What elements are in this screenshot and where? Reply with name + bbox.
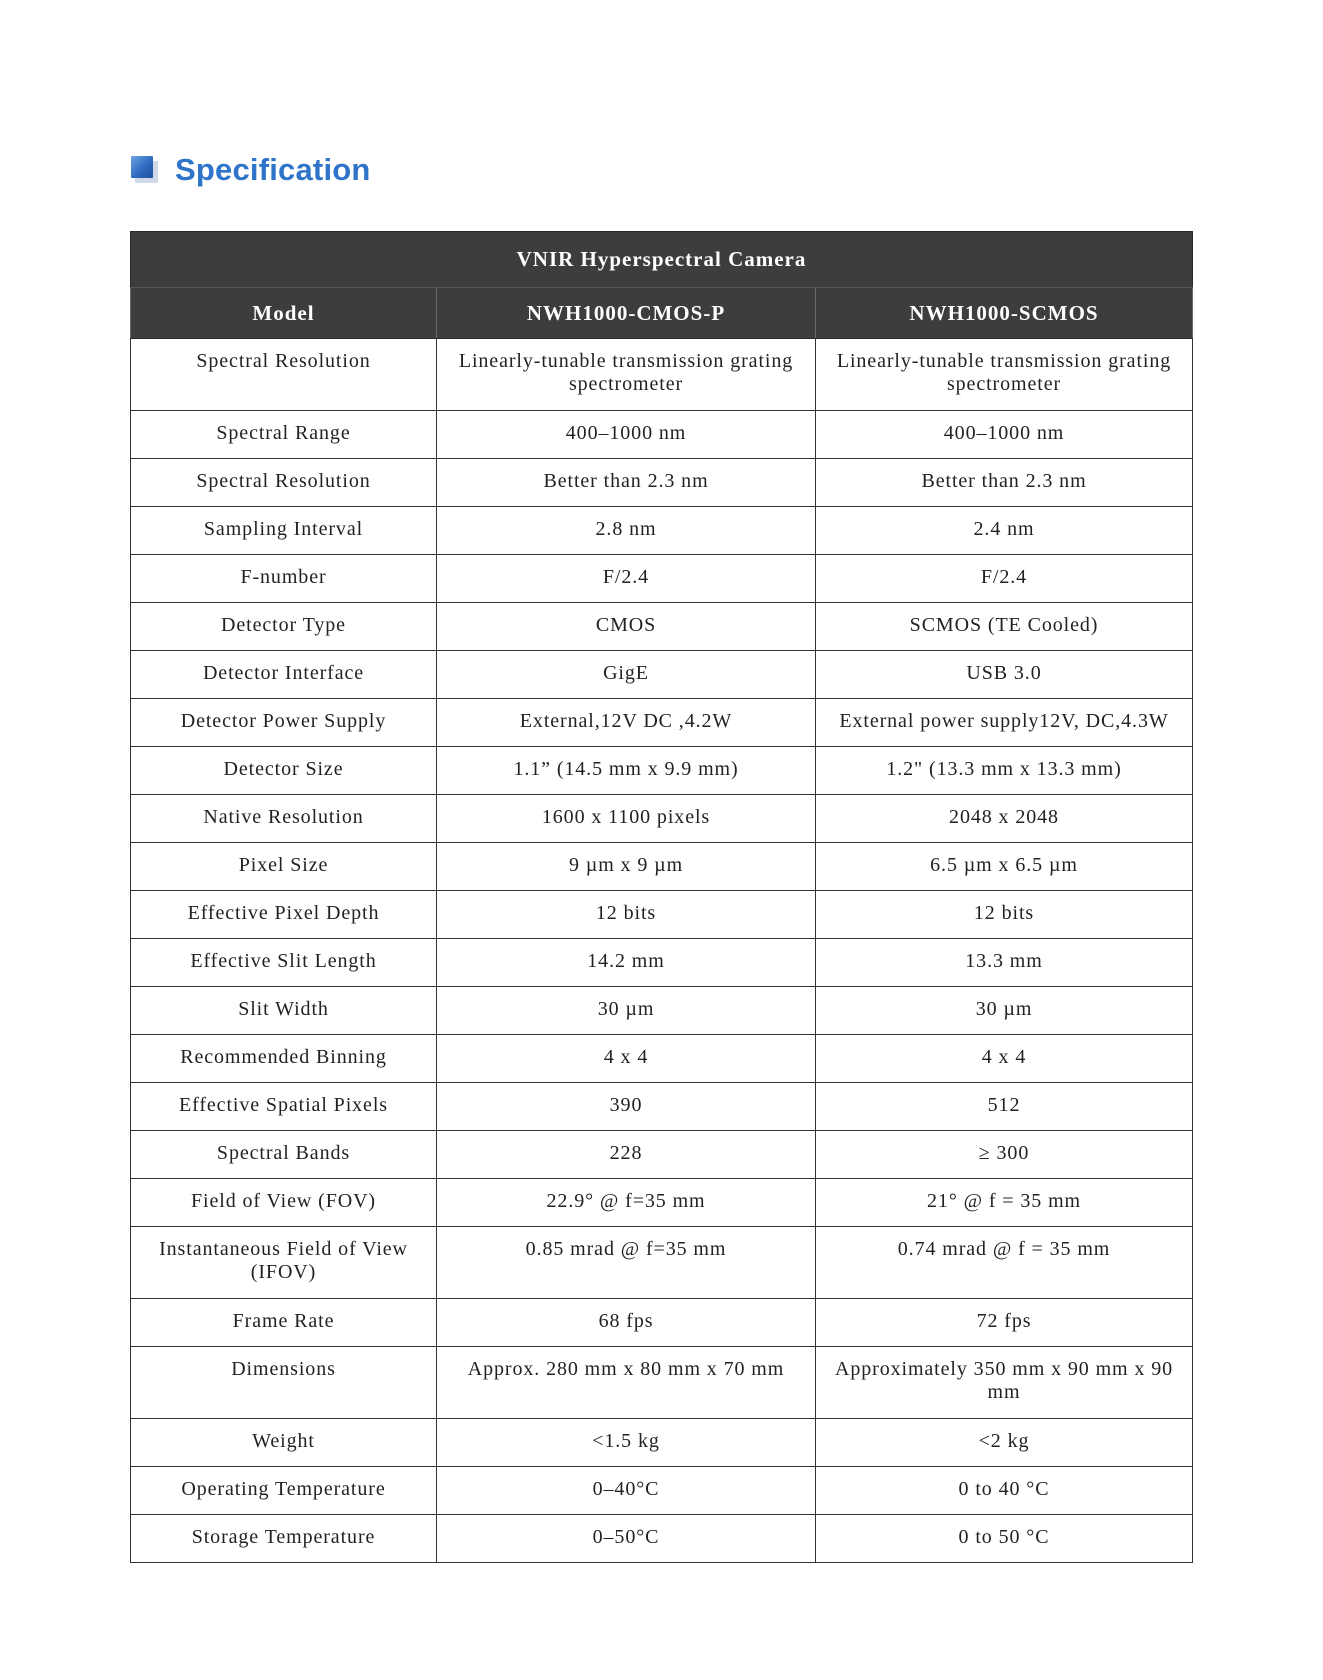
spec-value-cell: 2.4 nm — [816, 507, 1193, 555]
spec-value-cell: Approx. 280 mm x 80 mm x 70 mm — [437, 1347, 816, 1419]
spec-label-cell: Field of View (FOV) — [131, 1179, 437, 1227]
column-header: NWH1000-SCMOS — [816, 288, 1193, 339]
spec-value-cell: 1.2" (13.3 mm x 13.3 mm) — [816, 747, 1193, 795]
spec-value-cell: 0–50°C — [437, 1515, 816, 1563]
spec-value-cell: 2.8 nm — [437, 507, 816, 555]
spec-label-cell: Sampling Interval — [131, 507, 437, 555]
spec-value-cell: 12 bits — [816, 891, 1193, 939]
spec-label-cell: Instantaneous Field of View (IFOV) — [131, 1227, 437, 1299]
spec-label-cell: Slit Width — [131, 987, 437, 1035]
spec-value-cell: 1.1” (14.5 mm x 9.9 mm) — [437, 747, 816, 795]
section-heading — [131, 150, 371, 190]
table-row — [131, 339, 1193, 411]
spec-label-cell: Native Resolution — [131, 795, 437, 843]
table-row — [131, 987, 1193, 1035]
spec-value-cell: 12 bits — [437, 891, 816, 939]
spec-value-cell: CMOS — [437, 603, 816, 651]
table-row — [131, 555, 1193, 603]
spec-value-cell: ≥ 300 — [816, 1131, 1193, 1179]
spec-value-cell: 13.3 mm — [816, 939, 1193, 987]
spec-value-cell: 0 to 50 °C — [816, 1515, 1193, 1563]
table-title: VNIR Hyperspectral Camera — [131, 232, 1193, 288]
spec-value-cell: 400–1000 nm — [816, 411, 1193, 459]
spec-value-cell: 2048 x 2048 — [816, 795, 1193, 843]
spec-label-cell: Weight — [131, 1419, 437, 1467]
spec-label-cell: Dimensions — [131, 1347, 437, 1419]
table-row — [131, 939, 1193, 987]
spec-value-cell: 68 fps — [437, 1299, 816, 1347]
spec-label-cell: Spectral Resolution — [131, 339, 437, 411]
spec-value-cell: Approximately 350 mm x 90 mm x 90 mm — [816, 1347, 1193, 1419]
spec-value-cell: 4 x 4 — [816, 1035, 1193, 1083]
table-row — [131, 459, 1193, 507]
spec-value-cell: F/2.4 — [437, 555, 816, 603]
table-row — [131, 891, 1193, 939]
spec-label-cell: Spectral Resolution — [131, 459, 437, 507]
table-row — [131, 1467, 1193, 1515]
spec-label-cell: Storage Temperature — [131, 1515, 437, 1563]
spec-value-cell: 512 — [816, 1083, 1193, 1131]
table-row — [131, 1515, 1193, 1563]
spec-value-cell: Better than 2.3 nm — [437, 459, 816, 507]
table-row — [131, 1419, 1193, 1467]
spec-label-cell: Recommended Binning — [131, 1035, 437, 1083]
spec-value-cell: 0–40°C — [437, 1467, 816, 1515]
table-row — [131, 1131, 1193, 1179]
table-row — [131, 1347, 1193, 1419]
spec-label-cell: Frame Rate — [131, 1299, 437, 1347]
spec-value-cell: GigE — [437, 651, 816, 699]
table-row — [131, 843, 1193, 891]
spec-value-cell: 4 x 4 — [437, 1035, 816, 1083]
spec-value-cell: 0 to 40 °C — [816, 1467, 1193, 1515]
table-row — [131, 1299, 1193, 1347]
spec-value-cell: 22.9° @ f=35 mm — [437, 1179, 816, 1227]
spec-value-cell: 400–1000 nm — [437, 411, 816, 459]
spec-value-cell: External power supply12V, DC,4.3W — [816, 699, 1193, 747]
spec-label-cell: Detector Interface — [131, 651, 437, 699]
spec-value-cell: Better than 2.3 nm — [816, 459, 1193, 507]
column-header: Model — [131, 288, 437, 339]
spec-value-cell: 6.5 µm x 6.5 µm — [816, 843, 1193, 891]
spec-label-cell: Pixel Size — [131, 843, 437, 891]
spec-label-cell: Detector Power Supply — [131, 699, 437, 747]
table-row — [131, 1035, 1193, 1083]
spec-value-cell: 9 µm x 9 µm — [437, 843, 816, 891]
spec-value-cell: 0.74 mrad @ f = 35 mm — [816, 1227, 1193, 1299]
header-row — [131, 288, 1193, 339]
table-row — [131, 699, 1193, 747]
spec-label-cell: Operating Temperature — [131, 1467, 437, 1515]
table-row — [131, 651, 1193, 699]
table-row — [131, 1083, 1193, 1131]
spec-value-cell: USB 3.0 — [816, 651, 1193, 699]
spec-label-cell: Detector Type — [131, 603, 437, 651]
section-title: Specification — [175, 152, 371, 187]
spec-value-cell: 0.85 mrad @ f=35 mm — [437, 1227, 816, 1299]
table-row — [131, 507, 1193, 555]
spec-value-cell: <1.5 kg — [437, 1419, 816, 1467]
spec-label-cell: Spectral Range — [131, 411, 437, 459]
spec-value-cell: External,12V DC ,4.2W — [437, 699, 816, 747]
column-header: NWH1000-CMOS-P — [437, 288, 816, 339]
table-row — [131, 1227, 1193, 1299]
spec-value-cell: 1600 x 1100 pixels — [437, 795, 816, 843]
spec-table — [130, 231, 1193, 1563]
table-row — [131, 795, 1193, 843]
spec-label-cell: F-number — [131, 555, 437, 603]
spec-value-cell: F/2.4 — [816, 555, 1193, 603]
spec-value-cell: <2 kg — [816, 1419, 1193, 1467]
spec-value-cell: 14.2 mm — [437, 939, 816, 987]
spec-value-cell: Linearly-tunable transmission grating spectrometer — [816, 339, 1193, 411]
table-row — [131, 603, 1193, 651]
table-row — [131, 747, 1193, 795]
spec-value-cell: Linearly-tunable transmission grating spectrometer — [437, 339, 816, 411]
spec-label-cell: Spectral Bands — [131, 1131, 437, 1179]
spec-value-cell: 30 µm — [816, 987, 1193, 1035]
spec-value-cell: SCMOS (TE Cooled) — [816, 603, 1193, 651]
spec-value-cell: 390 — [437, 1083, 816, 1131]
spec-table-body — [131, 339, 1193, 1563]
spec-value-cell: 30 µm — [437, 987, 816, 1035]
spec-value-cell: 72 fps — [816, 1299, 1193, 1347]
square-icon — [131, 156, 159, 184]
spec-label-cell: Effective Pixel Depth — [131, 891, 437, 939]
spec-value-cell: 228 — [437, 1131, 816, 1179]
spec-value-cell: 21° @ f = 35 mm — [816, 1179, 1193, 1227]
table-row — [131, 1179, 1193, 1227]
table-row — [131, 411, 1193, 459]
spec-label-cell: Detector Size — [131, 747, 437, 795]
spec-label-cell: Effective Slit Length — [131, 939, 437, 987]
spec-label-cell: Effective Spatial Pixels — [131, 1083, 437, 1131]
